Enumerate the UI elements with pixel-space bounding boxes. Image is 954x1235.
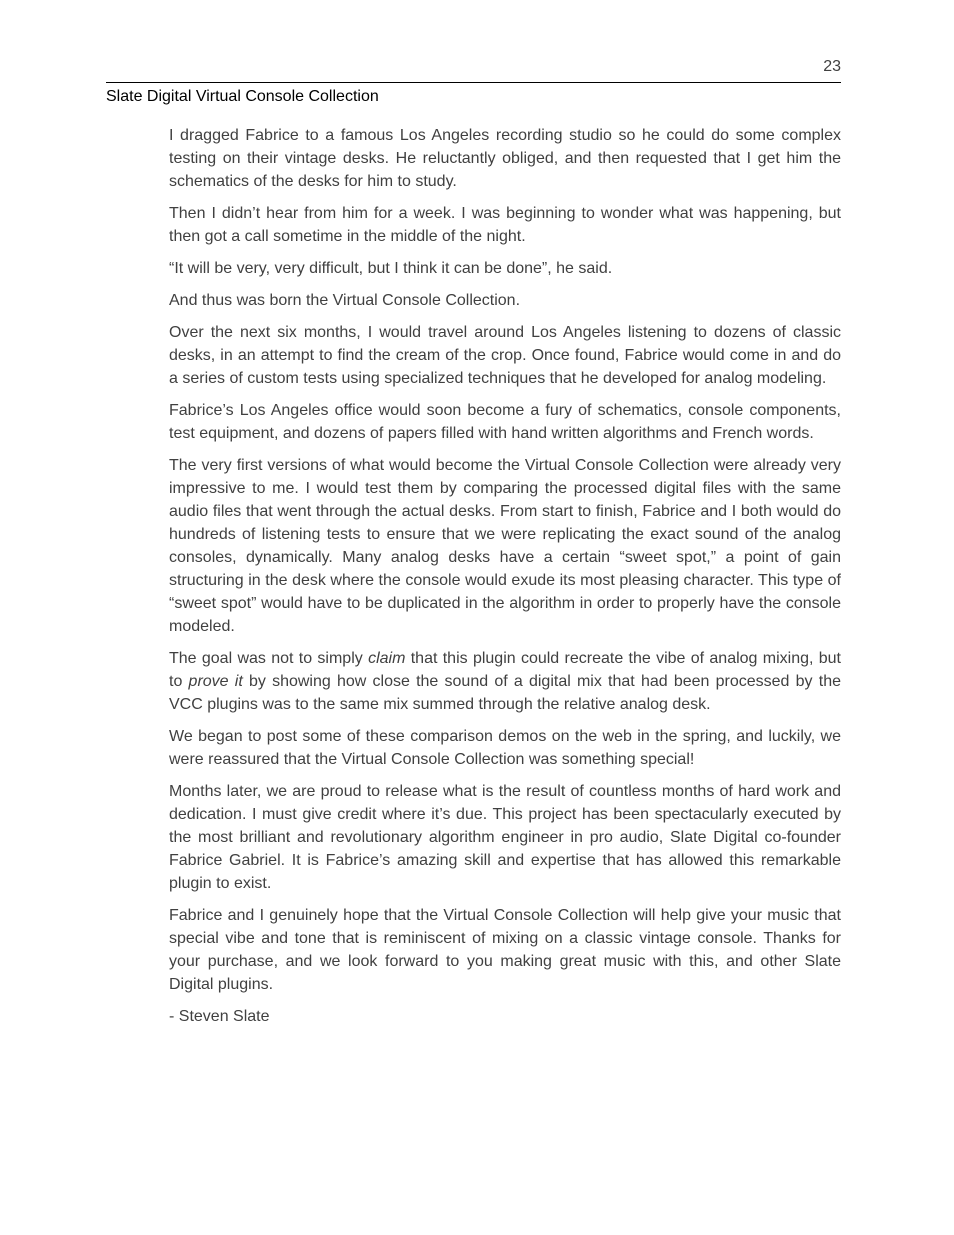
paragraph-2: Then I didn’t hear from him for a week. I was beginning to wonder what was happening, but then got a call sometime in the middle of the night. bbox=[169, 205, 841, 245]
paragraph-8 bbox=[169, 647, 841, 716]
paragraph-6: Fabrice’s Los Angeles office would soon become a fury of schematics, console components, test equipment, and dozens of papers filled with hand written algorithms and French words. bbox=[169, 402, 841, 442]
paragraph-1: I dragged Fabrice to a famous Los Angeles recording studio so he could do some complex testing on their vintage desks. He reluctantly obliged, and then requested that I get him the schematics of the desks for him to study. bbox=[169, 127, 841, 190]
paragraph-7: The very first versions of what would become the Virtual Console Collection were already very impressive to me. I would test them by comparing the processed digital files with the same audio files that went through the actual desks. From start to finish, Fabrice and I both would do hundreds of listening tests to ensure that we were replicating the exact sound of the analog consoles, dynamically. Many analog desks have a certain “sweet spot,” a point of gain structuring in the desk where the console would exude its most pleasing character. This type of “sweet spot” would have to be duplicated in the algorithm in order to properly have the console modeled. bbox=[169, 457, 841, 635]
emphasis-claim: claim bbox=[368, 650, 406, 667]
emphasis-prove-it: prove it bbox=[188, 673, 243, 690]
running-header-title: Slate Digital Virtual Console Collection bbox=[106, 88, 379, 105]
paragraph-11: Fabrice and I genuinely hope that the Virtual Console Collection will help give your music that special vibe and tone that is reminiscent of mixing on a classic vintage console. Thanks for your purchase, and we look forward to you making great music with this, and other Slate Digital plugins. bbox=[169, 907, 841, 993]
paragraph-5: Over the next six months, I would travel around Los Angeles listening to dozens of classic desks, in an attempt to find the cream of the crop. Once found, Fabrice would come in and do a series of custom tests using specialized techniques that he developed for analog modeling. bbox=[169, 324, 841, 387]
paragraph-8-text: by showing how close the sound of a digital mix that had been processed by the VCC plugins was to the same mix summed through the relative analog desk. bbox=[169, 673, 841, 713]
paragraph-4: And thus was born the Virtual Console Collection. bbox=[169, 292, 521, 309]
paragraph-3: “It will be very, very difficult, but I think it can be done”, he said. bbox=[169, 260, 613, 277]
paragraph-8-text: The goal was not to simply bbox=[169, 650, 369, 667]
signature: - Steven Slate bbox=[169, 1008, 270, 1025]
header-rule bbox=[106, 82, 841, 83]
paragraph-8-text: that this plugin could recreate the vibe of analog mixing, but to bbox=[169, 650, 841, 690]
page-number: 23 bbox=[823, 58, 841, 75]
body-text bbox=[169, 124, 841, 1037]
paragraph-9: We began to post some of these comparison demos on the web in the spring, and luckily, we were reassured that the Virtual Console Collection was something special! bbox=[169, 728, 841, 768]
paragraph-10: Months later, we are proud to release what is the result of countless months of hard work and dedication. I must give credit where it’s due. This project has been spectacularly executed by the most brilliant and revolutionary algorithm engineer in pro audio, Slate Digital co-founder Fabrice Gabriel. It is Fabrice’s amazing skill and expertise that has allowed this remarkable plugin to exist. bbox=[169, 783, 841, 892]
